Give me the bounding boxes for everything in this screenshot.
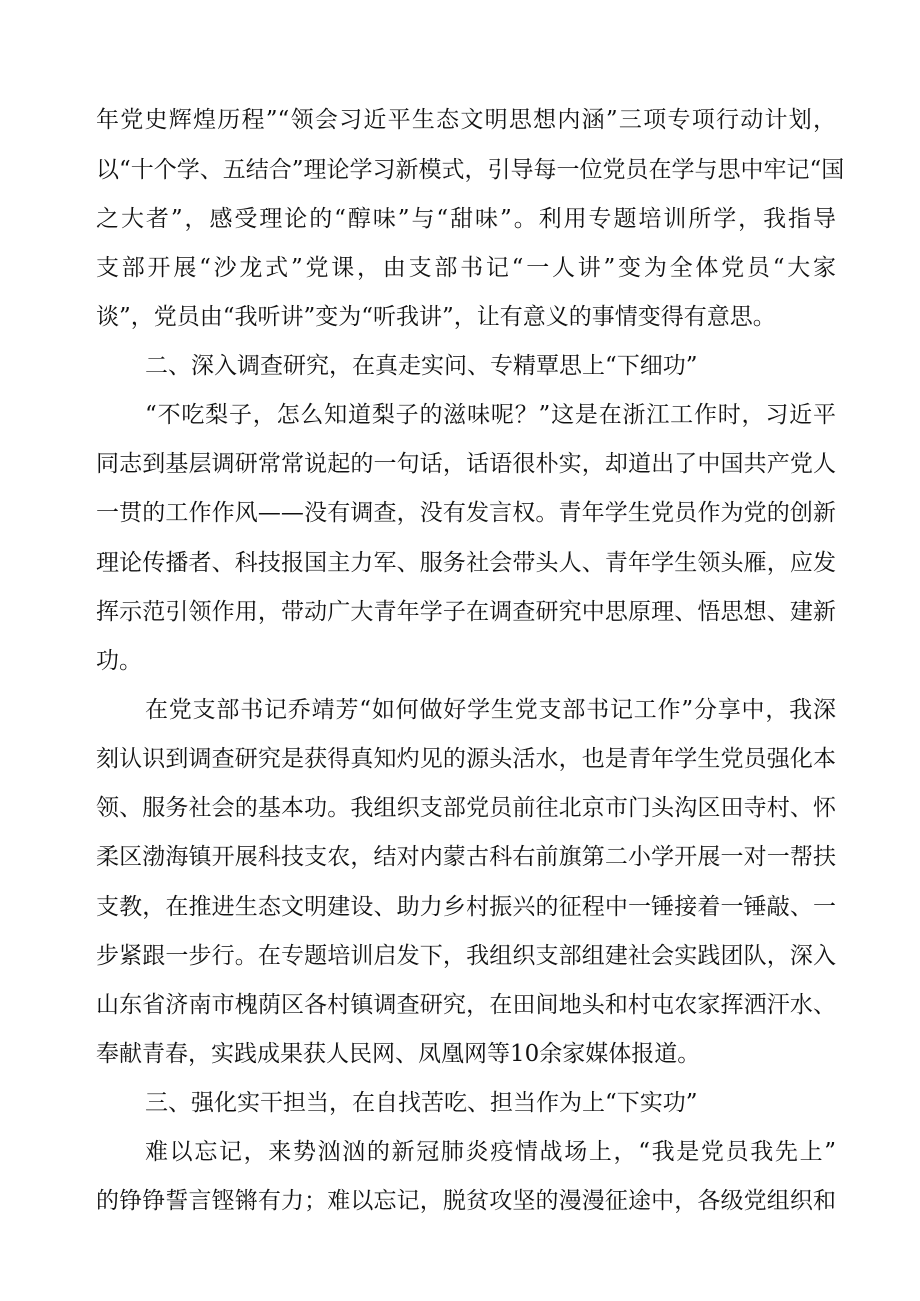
section-heading: 三、强化实干担当，在自找苦吃、担当作为上“下实功” — [145, 1090, 698, 1116]
text-line: 在党支部书记乔靖芳“如何做好学生党支部书记工作”分享中，我深 — [145, 697, 836, 723]
text-line: 山东省济南市槐荫区各村镇调查研究，在田间地头和村屯农家挥洒汗水、 — [96, 992, 836, 1018]
text-line: “不吃梨子，怎么知道梨子的滋味呢？”这是在浙江工作时，习近平 — [145, 402, 836, 428]
text-line: 的铮铮誓言铿锵有力；难以忘记，脱贫攻坚的漫漫征途中，各级党组织和 — [96, 1188, 836, 1214]
text-line: 同志到基层调研常常说起的一句话，话语很朴实，却道出了中国共产党人 — [96, 451, 836, 477]
text-line: 步紧跟一步行。在专题培训启发下，我组织支部组建社会实践团队，深入 — [96, 943, 836, 969]
section-heading: 二、深入调查研究，在真走实问、专精覃思上“下细功” — [145, 353, 698, 379]
text-line: 柔区渤海镇开展科技支农，结对内蒙古科右前旗第二小学开展一对一帮扶 — [96, 844, 836, 870]
text-line: 难以忘记，来势汹汹的新冠肺炎疫情战场上，“我是党员我先上” — [145, 1139, 836, 1165]
text-line: 奉献青春，实践成果获人民网、凤凰网等10余家媒体报道。 — [96, 1041, 701, 1067]
text-line: 刻认识到调查研究是获得真知灼见的源头活水，也是青年学生党员强化本 — [96, 746, 836, 772]
text-line: 谈”，党员由“我听讲”变为“听我讲”，让有意义的事情变得有意思。 — [96, 304, 776, 330]
text-line: 以“十个学、五结合”理论学习新模式，引导每一位党员在学与思中牢记“国 — [96, 157, 845, 183]
text-line: 一贯的工作作风——没有调查，没有发言权。青年学生党员作为党的创新 — [96, 500, 836, 526]
text-line: 领、服务社会的基本功。我组织支部党员前往北京市门头沟区田寺村、怀 — [96, 795, 836, 821]
text-line: 支部开展“沙龙式”党课，由支部书记“一人讲”变为全体党员“大家 — [96, 255, 836, 281]
text-line: 年党史辉煌历程”“领会习近平生态文明思想内涵”三项专项行动计划， — [96, 107, 836, 133]
text-line: 之大者”，感受理论的“醇味”与“甜味”。利用专题培训所学，我指导 — [96, 206, 836, 232]
text-line: 支教，在推进生态文明建设、助力乡村振兴的征程中一锤接着一锤敲、一 — [96, 894, 836, 920]
text-line: 功。 — [96, 648, 142, 674]
text-line: 理论传播者、科技报国主力军、服务社会带头人、青年学生领头雁，应发 — [96, 550, 836, 576]
text-line: 挥示范引领作用，带动广大青年学子在调查研究中思原理、悟思想、建新 — [96, 599, 836, 625]
